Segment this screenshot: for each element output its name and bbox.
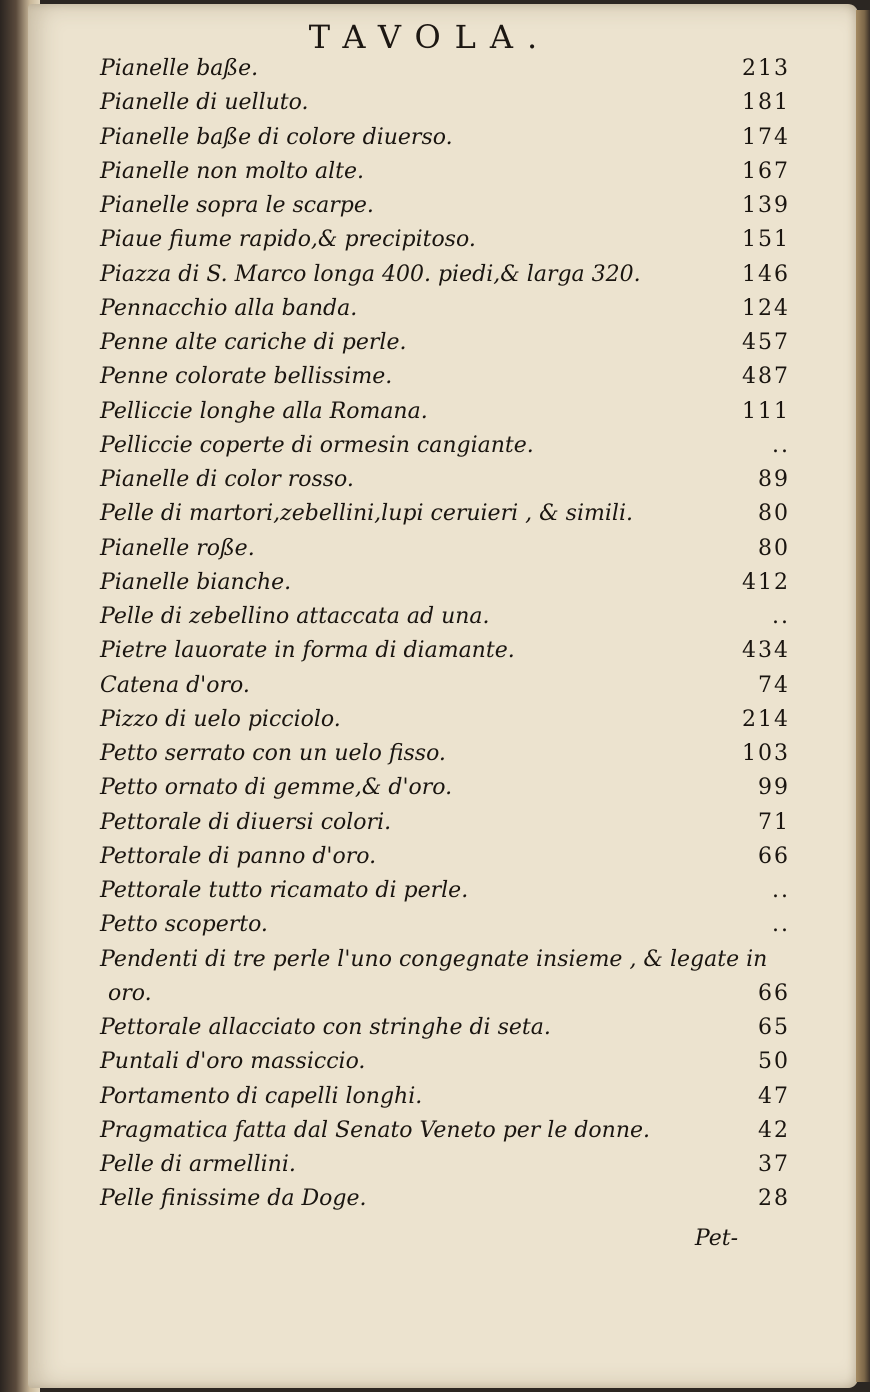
entry-text: Catena d'oro.	[100, 672, 250, 698]
entry-text: Petto scoperto.	[100, 912, 268, 938]
entry-page-number: ..	[772, 878, 790, 903]
entry-text: Pianelle di uelluto.	[100, 90, 309, 116]
entry-text: Pianelle baße di colore diuerso.	[100, 124, 453, 150]
entry-text: Pettorale tutto ricamato di perle.	[100, 878, 469, 903]
index-entry	[100, 1148, 790, 1182]
index-entry	[100, 1114, 790, 1148]
entry-page-number: 74	[758, 672, 790, 698]
entry-page-number: 66	[758, 843, 790, 869]
entry-text: Penne colorate bellissime.	[100, 364, 393, 390]
index-entry	[100, 360, 790, 394]
page-edge	[856, 10, 870, 1382]
entry-page-number: 89	[758, 467, 790, 492]
entry-page-number: 103	[742, 741, 790, 766]
entry-page-number: ..	[772, 604, 790, 629]
index-entry	[100, 395, 790, 429]
index-entry	[100, 189, 790, 223]
index-entry	[100, 1182, 790, 1216]
entry-page-number: 80	[758, 535, 790, 561]
entry-text: Petto serrato con un uelo fisso.	[100, 741, 446, 766]
entry-text: Pelle di martori,zebellini,lupi ceruieri , & simili.	[100, 501, 633, 527]
entry-text: Pietre lauorate in forma di diamante.	[100, 638, 515, 664]
entry-text: Pelliccie longhe alla Romana.	[100, 398, 428, 424]
index-entry	[100, 806, 790, 840]
entry-text: Pizzo di uelo picciolo.	[100, 706, 341, 732]
entry-page-number: 167	[742, 158, 790, 184]
index-entry	[100, 566, 790, 600]
entry-page-number: 28	[758, 1186, 790, 1212]
entry-page-number: 42	[758, 1117, 790, 1143]
entry-page-number: ..	[772, 912, 790, 938]
entry-page-number: 80	[758, 501, 790, 527]
entry-text: Pelle finissime da Doge.	[100, 1186, 367, 1212]
entry-page-number: 457	[742, 330, 790, 355]
entry-text: Penne alte cariche di perle.	[100, 330, 407, 355]
entry-page-number: 181	[742, 90, 790, 116]
entry-text: Pelliccie coperte di ormesin cangiante.	[100, 432, 534, 458]
entry-text: Pennacchio alla banda.	[100, 295, 358, 321]
entry-page-number: 37	[758, 1152, 790, 1177]
index-entry	[100, 292, 790, 326]
entry-page-number: 50	[758, 1049, 790, 1075]
index-entry	[100, 223, 790, 257]
index-entry	[100, 703, 790, 737]
entry-text: Pianelle bianche.	[100, 569, 292, 595]
page-heading: TAVOLA.	[308, 18, 552, 56]
entry-page-number: 139	[742, 193, 790, 218]
index-entry	[100, 429, 790, 463]
entry-page-number: 66	[758, 980, 790, 1006]
index-entry	[100, 155, 790, 189]
entry-text: Portamento di capelli longhi.	[100, 1083, 423, 1109]
index-entry	[100, 52, 790, 86]
entry-page-number: 146	[742, 261, 790, 287]
entry-text: Pianelle baße.	[100, 56, 259, 81]
entry-text: Puntali d'oro massiccio.	[100, 1049, 366, 1075]
entry-page-number: 99	[758, 775, 790, 801]
entry-text: Piazza di S. Marco longa 400. piedi,& larga 320.	[100, 261, 641, 287]
entry-page-number: ..	[772, 432, 790, 458]
entry-page-number: 111	[742, 398, 790, 424]
entry-text: Pendenti di tre perle l'uno congegnate insieme , & legate in	[100, 946, 768, 972]
index-entry	[100, 1011, 790, 1045]
entry-text: Pianelle non molto alte.	[100, 158, 365, 184]
entry-page-number: 487	[742, 364, 790, 390]
entry-text: Pettorale allacciato con stringhe di seta.	[100, 1015, 551, 1040]
index-entry	[100, 771, 790, 805]
entry-page-number: 71	[758, 809, 790, 835]
entry-page-number: 214	[742, 706, 790, 732]
index-entry	[100, 86, 790, 120]
entry-text: Pelle di zebellino attaccata ad una.	[100, 604, 490, 629]
entry-text: Pettorale di panno d'oro.	[100, 843, 377, 869]
entry-page-number: 434	[742, 638, 790, 664]
entry-page-number: 47	[758, 1083, 790, 1109]
entry-text: Pianelle di color rosso.	[100, 467, 354, 492]
entry-text: Pelle di armellini.	[100, 1152, 296, 1177]
catchword: Pet-	[694, 1226, 738, 1251]
entry-text: Pianelle sopra le scarpe.	[100, 193, 374, 218]
index-entry	[100, 497, 790, 531]
entry-page-number: 213	[742, 56, 790, 81]
index-entry	[100, 532, 790, 566]
entry-text: Pragmatica fatta dal Senato Veneto per le donne.	[100, 1117, 651, 1143]
index-entry	[100, 634, 790, 668]
entry-page-number: 65	[758, 1015, 790, 1040]
index-entry-continuation	[100, 977, 790, 1011]
index-entry	[100, 326, 790, 360]
index-entry	[100, 600, 790, 634]
entry-page-number: 174	[742, 124, 790, 150]
index-entry	[100, 737, 790, 771]
index-entry	[100, 943, 790, 977]
entry-text: Petto ornato di gemme,& d'oro.	[100, 775, 453, 801]
index-list	[100, 52, 790, 1217]
index-entry	[100, 463, 790, 497]
entry-text: Pianelle roße.	[100, 535, 255, 561]
entry-page-number: 412	[742, 569, 790, 595]
index-entry	[100, 669, 790, 703]
entry-text: Piaue fiume rapido,& precipitoso.	[100, 227, 476, 253]
entry-page-number: 151	[742, 227, 790, 253]
entry-page-number: 124	[742, 295, 790, 321]
index-entry	[100, 121, 790, 155]
index-entry	[100, 1045, 790, 1079]
index-entry	[100, 908, 790, 942]
index-entry	[100, 874, 790, 908]
entry-text: oro.	[108, 980, 152, 1006]
index-entry	[100, 840, 790, 874]
index-entry	[100, 1080, 790, 1114]
index-entry	[100, 258, 790, 292]
entry-text: Pettorale di diuersi colori.	[100, 809, 392, 835]
